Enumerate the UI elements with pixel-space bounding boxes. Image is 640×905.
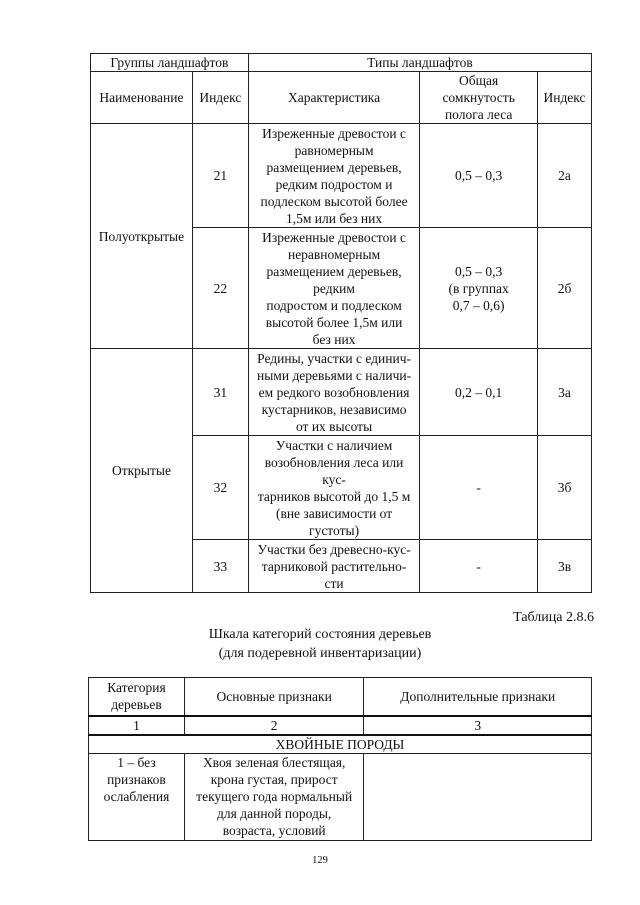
table-row (91, 124, 592, 228)
table-number: Таблица 2.8.6 (513, 610, 594, 625)
row-density: 0,2 – 0,1 (420, 349, 538, 436)
header-category: Категория деревьев (89, 678, 185, 716)
header-main-signs: Основные признаки (184, 678, 364, 716)
row-main-signs: Хвоя зеленая блестящая, крона густая, прирост текущего года нормальный для данной породы, возраста, условий (184, 753, 364, 840)
page-number: 129 (312, 855, 328, 866)
tree-condition-table (88, 677, 592, 841)
row-category: 1 – без признаков ослабления (89, 753, 185, 840)
table-subtitle: (для подеревной инвентаризации) (218, 646, 422, 661)
row-type-index: 2б (538, 228, 592, 349)
header-canopy-density: Общая сомкнутость полога леса (420, 72, 538, 124)
column-number-2: 2 (184, 716, 364, 735)
header-type-index: Индекс (538, 72, 592, 124)
table-row (89, 753, 592, 840)
column-number-1: 1 (89, 716, 185, 735)
row-description: Изреженные древостои с равномерным размещением деревьев, редким подростом и подлеском высотой более 1,5м или без них (248, 124, 419, 228)
header-characteristic: Характеристика (248, 72, 419, 124)
table-row (91, 349, 592, 436)
section-conifers: ХВОЙНЫЕ ПОРОДЫ (89, 735, 592, 754)
row-index: 21 (192, 124, 248, 228)
row-index: 33 (192, 540, 248, 593)
row-type-index: 3б (538, 436, 592, 540)
row-extra-signs (364, 753, 592, 840)
header-index: Индекс (192, 72, 248, 124)
header-extra-signs: Дополнительные признаки (364, 678, 592, 716)
row-density: - (420, 436, 538, 540)
row-type-index: 2а (538, 124, 592, 228)
row-description: Изреженные древостои с неравномерным размещением деревьев, редким подростом и подлеском высотой более 1,5м или без них (248, 228, 419, 349)
row-index: 31 (192, 349, 248, 436)
header-landscape-groups: Группы ландшафтов (91, 54, 249, 72)
row-type-index: 3а (538, 349, 592, 436)
group-name: Открытые (91, 349, 193, 593)
header-name: Наименование (91, 72, 193, 124)
column-number-3: 3 (364, 716, 592, 735)
header-landscape-types: Типы ландшафтов (248, 54, 591, 72)
row-index: 32 (192, 436, 248, 540)
landscape-types-table (90, 53, 592, 593)
row-description: Участки с наличием возобновления леса или кус- тарников высотой до 1,5 м (вне зависимости от густоты) (248, 436, 419, 540)
group-name: Полуоткрытые (91, 124, 193, 349)
row-index: 22 (192, 228, 248, 349)
row-density: 0,5 – 0,3 (420, 124, 538, 228)
row-type-index: 3в (538, 540, 592, 593)
row-density: - (420, 540, 538, 593)
row-description: Участки без древесно-кус- тарниковой растительно- сти (248, 540, 419, 593)
row-description: Редины, участки с единич- ными деревьями с наличи- ем редкого возобновления кустарников, независимо от их высоты (248, 349, 419, 436)
row-density: 0,5 – 0,3 (в группах 0,7 – 0,6) (420, 228, 538, 349)
table-title: Шкала категорий состояния деревьев (208, 627, 432, 642)
